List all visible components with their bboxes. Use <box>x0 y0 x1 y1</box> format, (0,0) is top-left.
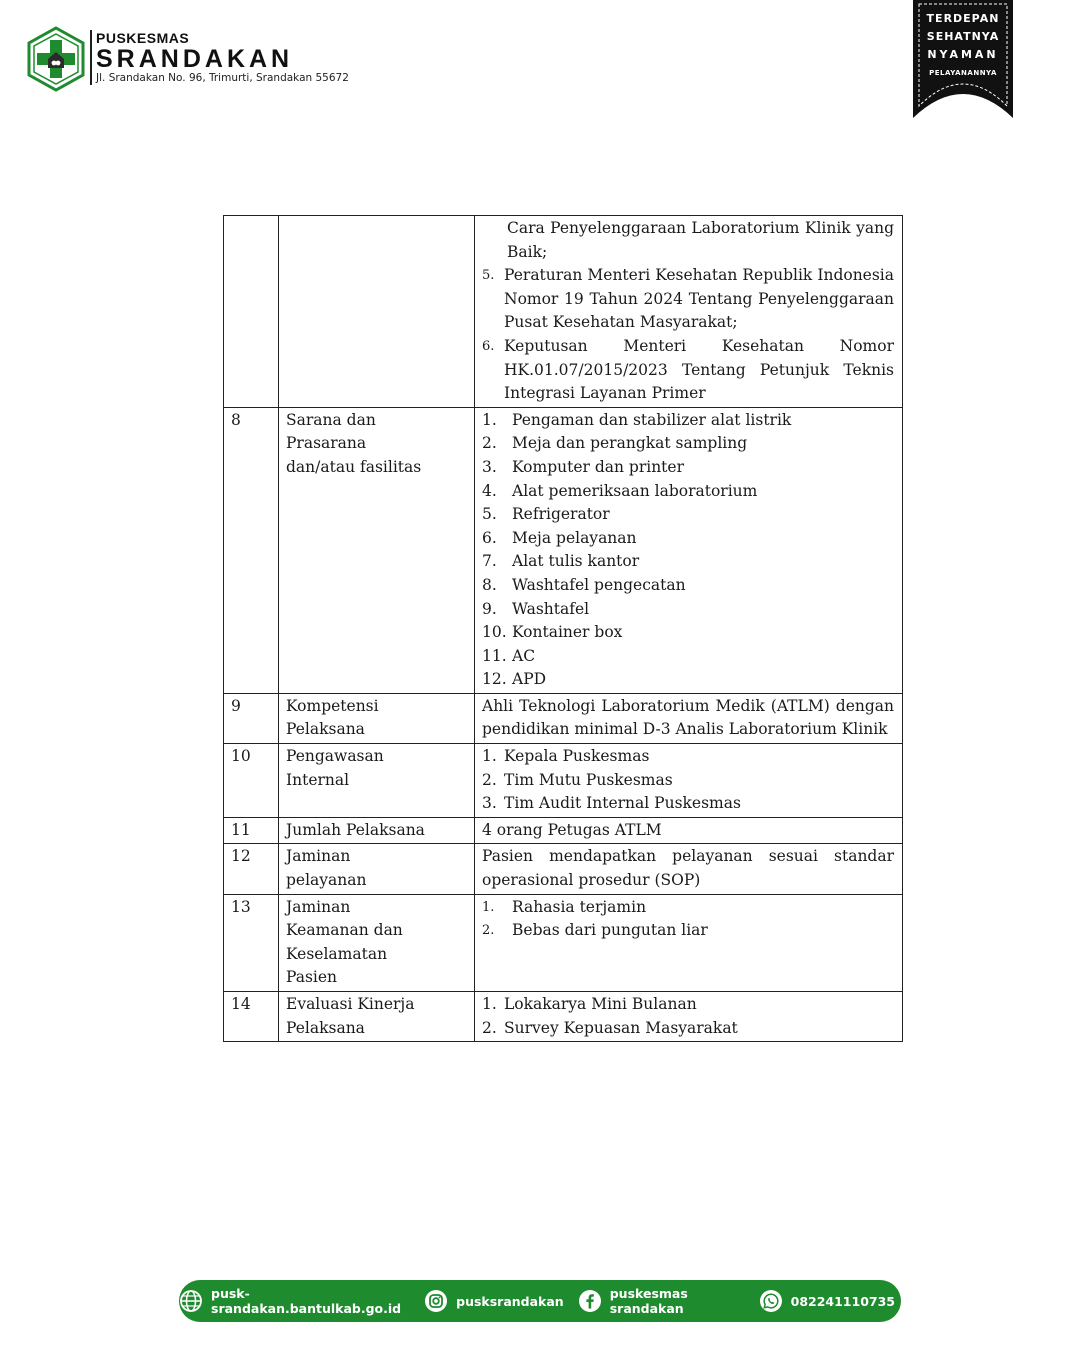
list-item: 2. Tim Mutu Puskesmas <box>482 770 673 789</box>
table-row <box>224 817 903 844</box>
list-item: 12. APD <box>482 670 547 689</box>
row-number: 11 <box>224 817 279 844</box>
row-content <box>475 894 903 991</box>
list-item: 1. Kepala Puskesmas <box>482 747 650 766</box>
ribbon-line-3: NYAMAN <box>927 48 999 61</box>
contact-footer <box>179 1280 901 1322</box>
supervision-list <box>482 745 894 816</box>
list-item: 2. Bebas dari pungutan liar <box>482 921 708 940</box>
instagram-link[interactable] <box>424 1289 564 1313</box>
list-item: 1. Rahasia terjamin <box>482 897 647 916</box>
row-number: 10 <box>224 744 279 818</box>
row-number: 14 <box>224 992 279 1042</box>
facility-list <box>482 409 894 692</box>
ribbon-line-1: TERDEPAN <box>926 12 1000 25</box>
list-item: 11. AC <box>482 646 536 665</box>
row-label: Sarana dan Prasarana dan/atau fasilitas <box>279 407 475 693</box>
list-item: 4. Alat pemeriksaan laboratorium <box>482 481 758 500</box>
brand-big-title: SRANDAKAN <box>96 45 294 73</box>
list-item: 1. Lokakarya Mini Bulanan <box>482 995 697 1013</box>
list-item: 3. Komputer dan printer <box>482 457 684 476</box>
website-text: pusk-srandakan.bantulkab.go.id <box>211 1286 402 1316</box>
row-label: Kompetensi Pelaksana <box>279 693 475 743</box>
safety-list <box>482 896 894 943</box>
instagram-text: pusksrandakan <box>456 1293 564 1309</box>
website-link[interactable] <box>179 1286 410 1316</box>
row-content: Ahli Teknologi Laboratorium Medik (ATLM) dengan pendidikan minimal D-3 Analis Laboratorium Klinik <box>475 693 903 743</box>
row-label: Jaminan Keamanan dan Keselamatan Pasien <box>279 894 475 991</box>
row-number: 8 <box>224 407 279 693</box>
row-number <box>224 216 279 408</box>
table-row <box>224 744 903 818</box>
ribbon-line-2: SEHATNYA <box>926 30 1000 43</box>
table-row <box>224 216 903 408</box>
evaluation-list <box>482 993 894 1040</box>
globe-icon <box>179 1289 203 1313</box>
list-item: 3. Tim Audit Internal Puskesmas <box>482 794 741 813</box>
brand-block <box>90 30 349 85</box>
whatsapp-text: 082241110735 <box>790 1293 895 1309</box>
facebook-icon <box>578 1289 602 1313</box>
list-item: 10. Kontainer box <box>482 623 623 642</box>
facebook-link[interactable] <box>578 1286 745 1316</box>
row-content: Pasien mendapatkan pelayanan sesuai standar operasional prosedur (SOP) <box>475 844 903 894</box>
row-content <box>475 992 903 1042</box>
row-label: Jaminan pelayanan <box>279 844 475 894</box>
row-content <box>475 216 903 408</box>
facebook-text: puskesmas srandakan <box>609 1286 688 1316</box>
table-row <box>224 693 903 743</box>
ribbon-line-4: PELAYANANNYA <box>929 69 997 77</box>
row-label: Jumlah Pelaksana <box>279 817 475 844</box>
brand-address: Jl. Srandakan No. 96, Trimurti, Srandakan 55672 <box>96 72 349 84</box>
list-item: 6. Meja pelayanan <box>482 528 637 547</box>
puskesmas-logo <box>26 26 86 92</box>
instagram-icon <box>424 1289 448 1313</box>
list-item: 2. Meja dan perangkat sampling <box>482 434 748 453</box>
ribbon-text <box>913 10 1013 82</box>
service-standard-table <box>223 215 903 1042</box>
row-content <box>475 744 903 818</box>
row-label: Evaluasi Kinerja Pelaksana <box>279 992 475 1042</box>
row-content <box>475 407 903 693</box>
list-item: 5. Peraturan Menteri Kesehatan Republik Indonesia Nomor 19 Tahun 2024 Tentang Penyelenggaraan Pusat Kesehatan Masyarakat; <box>482 266 894 332</box>
row-number: 13 <box>224 894 279 991</box>
row-label: Pengawasan Internal <box>279 744 475 818</box>
list-item: 9. Washtafel <box>482 599 590 618</box>
regulation-list <box>482 264 894 406</box>
table-row <box>224 407 903 693</box>
list-item: 2. Survey Kepuasan Masyarakat <box>482 1018 738 1037</box>
row-number: 9 <box>224 693 279 743</box>
table-row <box>224 992 903 1042</box>
row-label <box>279 216 475 408</box>
list-item: 8. Washtafel pengecatan <box>482 575 686 594</box>
list-item: 1. Pengaman dan stabilizer alat listrik <box>482 410 792 429</box>
brand-small-title: PUSKESMAS <box>96 30 190 46</box>
list-item: 7. Alat tulis kantor <box>482 552 640 571</box>
continuation-text: Cara Penyelenggaraan Laboratorium Klinik yang Baik; <box>507 219 894 261</box>
table-row <box>224 894 903 991</box>
table-row <box>224 844 903 894</box>
list-item: 5. Refrigerator <box>482 505 610 524</box>
row-number: 12 <box>224 844 279 894</box>
list-item: 6. Keputusan Menteri Kesehatan Nomor HK.01.07/2015/2023 Tentang Petunjuk Teknis Integrasi Layanan Primer <box>482 336 894 403</box>
whatsapp-icon <box>759 1289 783 1313</box>
row-content: 4 orang Petugas ATLM <box>475 817 903 844</box>
whatsapp-link[interactable] <box>759 1289 895 1313</box>
